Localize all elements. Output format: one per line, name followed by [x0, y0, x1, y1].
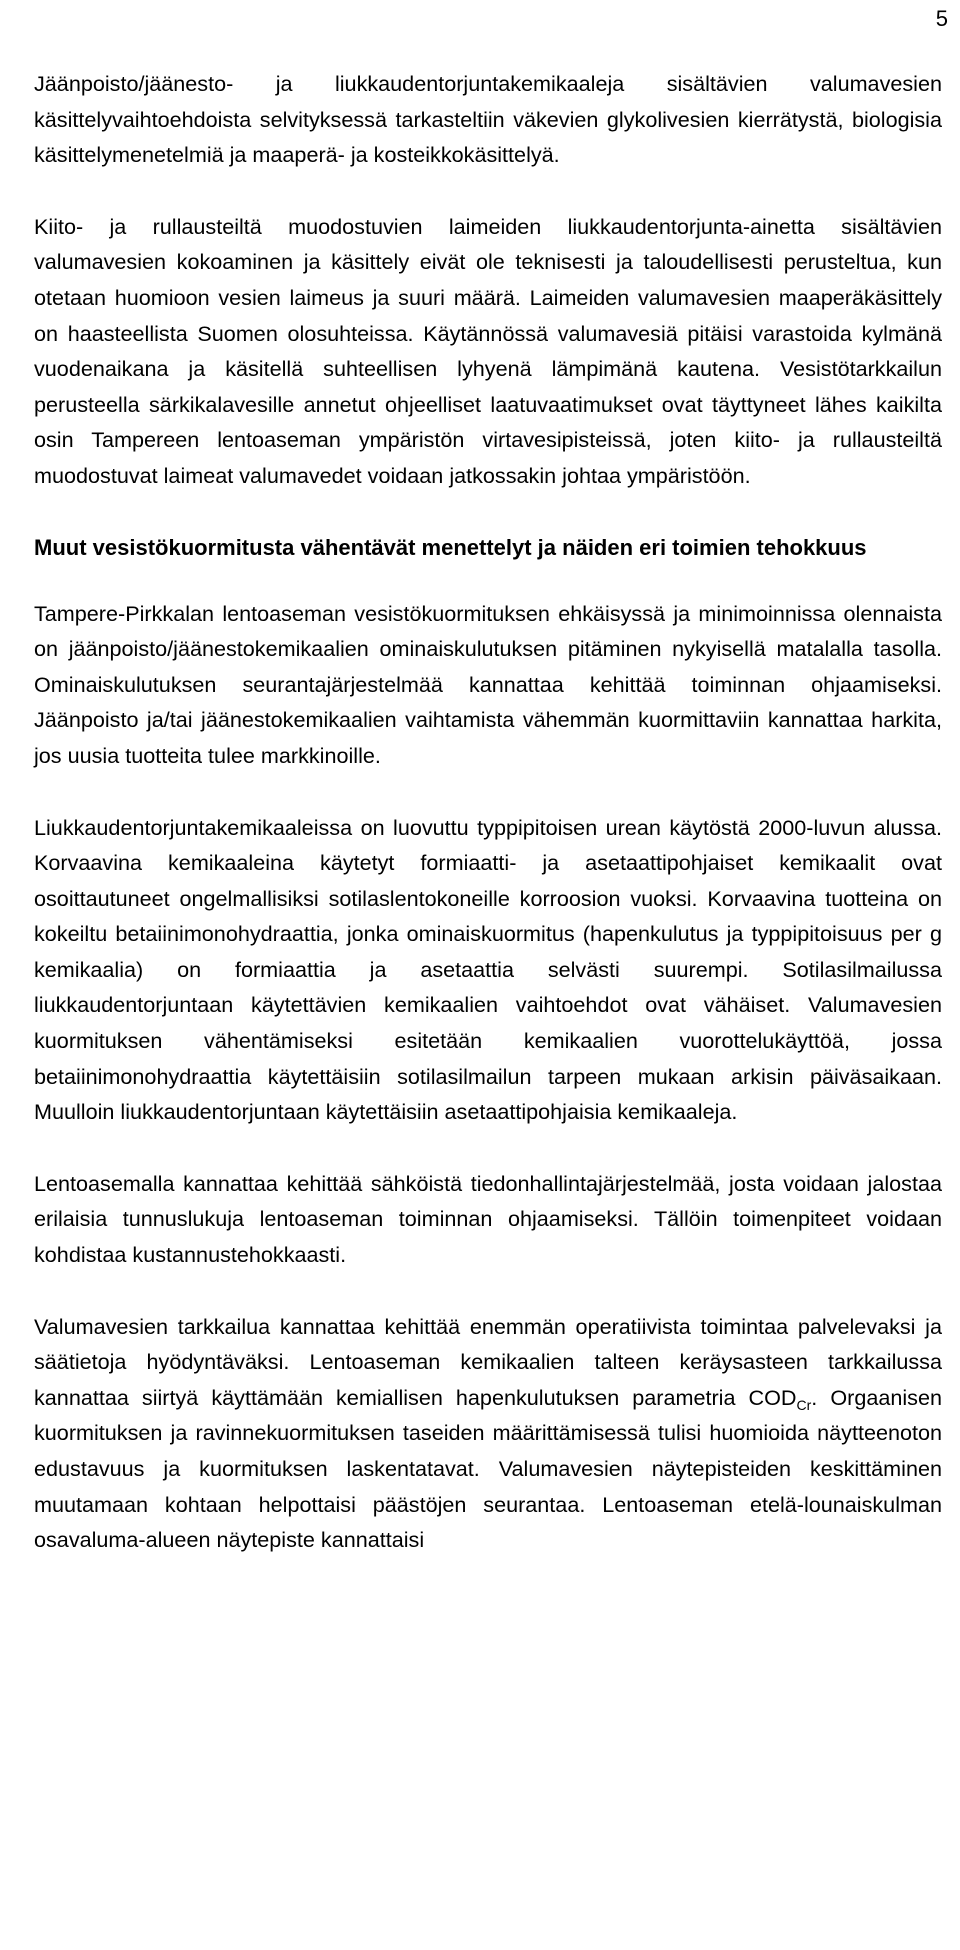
- section-heading: Muut vesistökuormitusta vähentävät menettelyt ja näiden eri toimien tehokkuus: [34, 534, 867, 560]
- page-number: 5: [935, 6, 948, 31]
- paragraph-5: Lentoasemalla kannattaa kehittää sähköistä tiedonhallintajärjestelmää, josta voidaan jalostaa erilaisia tunnuslukuja lentoaseman toiminnan ohjaamiseksi. Tällöin toimenpiteet voidaan kohdistaa kustannustehokkaasti.: [34, 1170, 942, 1268]
- paragraph-4: Liukkaudentorjuntakemikaaleissa on luovuttu typpipitoisen urean käytöstä 2000-luvun alussa. Korvaavina kemikaaleina käytetyt formiaatti- ja asetaattipohjaiset kemikaalit ovat osoittautuneet ongelmallisiksi sotilaslentokoneille korroosion vuoksi. Korvaavina tuotteina on kokeiltu betaiinimonohydraattia, jonka ominaiskuormitus (hapenkulutus ja typpipitoisuus per g kemikaalia) on formiaattia ja asetaattia selvästi suurempi. Sotilasilmailussa liukkaudentorjuntaan käytettävien kemikaalien vaihtoehdot ovat vähäiset. Valumavesien kuormituksen vähentämiseksi esitetään kemikaalien vuorottelukäyttöä, jossa betaiinimonohydraattia käytettäisiin sotilasilmailun tarpeen mukaan arkisin päiväsaikaan. Muulloin liukkaudentorjuntaan käytettäisiin asetaattipohjaisia kemikaaleja.: [34, 814, 942, 1125]
- paragraph-3: Tampere-Pirkkalan lentoaseman vesistökuormituksen ehkäisyssä ja minimoinnissa olennaista on jäänpoisto/jäänestokemikaalien ominaiskulutuksen pitäminen nykyisellä matalalla tasolla. Ominaiskulutuksen seurantajärjestelmää kannattaa kehittää toiminnan ohjaamiseksi. Jäänpoisto ja/tai jäänestokemikaalien vaihtamista vähemmän kuormittaviin kannattaa harkita, jos uusia tuotteita tulee markkinoille.: [34, 600, 942, 768]
- paragraph-6-text-before: Valumavesien tarkkailua kannattaa kehittää enemmän operatiivista toimintaa palvelevaksi ja säätietoja hyödyntäväksi. Lentoaseman kemikaalien talteen keräysasteen tarkkailussa kannattaa siirtyä käyttämään kemiallisen hapenkulutuksen parametria COD: [34, 1313, 942, 1410]
- cod-subscript: Cr: [796, 1396, 812, 1413]
- paragraph-6-text-after: . Orgaanisen kuormituksen ja ravinnekuormituksen taseiden määrittämisessä tulisi huomioida näytteenoton edustavuus ja kuormituksen laskentatavat. Valumavesien näytepisteiden keskittäminen muutamaan kohtaan helpottaisi päästöjen seurantaa. Lentoaseman etelä-lounaiskulman osavaluma-alueen näytepiste kannattaisi: [34, 1384, 942, 1553]
- paragraph-2: Kiito- ja rullausteiltä muodostuvien laimeiden liukkaudentorjunta-ainetta sisältävien valumavesien kokoaminen ja käsittely eivät ole teknisesti ja taloudellisesti perusteltua, kun otetaan huomioon vesien laimeus ja suuri määrä. Laimeiden valumavesien maaperäkäsittely on haasteellista Suomen olosuhteissa. Käytännössä valumavesiä pitäisi varastoida kylmänä vuodenaikana ja käsitellä suhteellisen lyhyenä lämpimänä kautena. Vesistötarkkailun perusteella särkikalavesille annetut ohjeelliset laatuvaatimukset ovat täyttyneet lähes kaikilta osin Tampereen lentoaseman ympäristön virtavesipisteissä, joten kiito- ja rullausteiltä muodostuvat laimeat valumavedet voidaan jatkossakin johtaa ympäristöön.: [34, 213, 942, 488]
- paragraph-6: [34, 1309, 942, 1558]
- document-body: [34, 66, 942, 1594]
- paragraph-1: Jäänpoisto/jäänesto- ja liukkaudentorjuntakemikaaleja sisältävien valumavesien käsittelyvaihtoehdoista selvityksessä tarkasteltiin väkevien glykolivesien kierrätystä, biologisia käsittelymenetelmiä ja maaperä- ja kosteikkokäsittelyä.: [34, 71, 942, 168]
